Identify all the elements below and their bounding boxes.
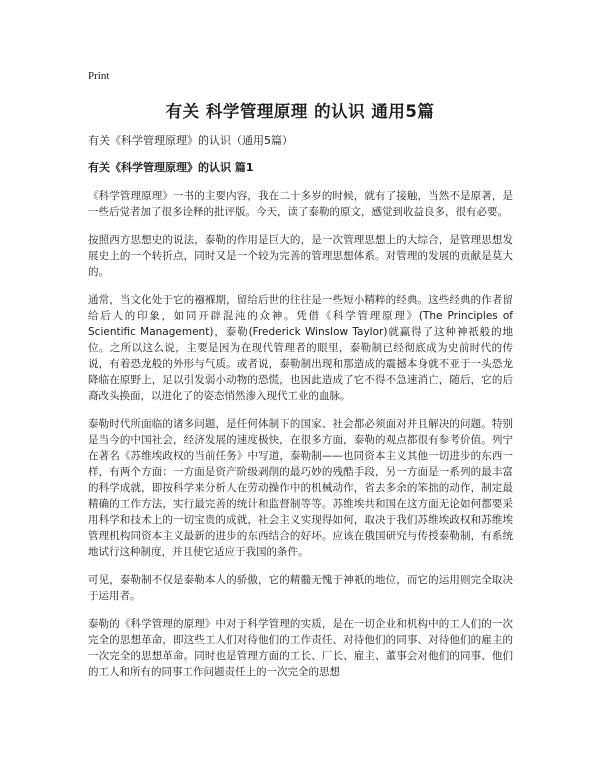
paragraph: 泰勒时代所面临的诸多问题，是任何体制下的国家、社会都必须面对并且解决的问题。特别是当今的中国社会，经济发展的速度极快，在很多方面，泰勒的观点都很有参考价值。列宁在著名《苏维埃政权的当前任务》中写道，泰勒制——也同资本主义其他一切进步的东西一样，有两个方面：一方面是资产阶级剥削的最巧妙的残酷手段，另一方面是一系列的最丰富的科学成就，即按科学来分析人在劳动操作中的机械动作，省去多余的笨拙的动作，制定最精确的工作方法，实行最完善的统计和监督制等等。苏维埃共和国在这方面无论如何都要采用科学和技术上的一切宝贵的成就，社会主义实现得如何，取决于我们苏维埃政权和苏维埃管理机构同资本主义最新的进步的东西结合的好坏。应该在俄国研究与传授泰勒制，有系统地试行这种制度，并且使它适应于我国的条件。 bbox=[88, 418, 513, 558]
paragraph: 《科学管理原理》一书的主要内容，我在二十多岁的时候，就有了接触，当然不是原著，是一些后觉者加了很多诠释的批评版。今天，读了泰勒的原文，感觉到收益良多，很有必要。 bbox=[88, 190, 513, 218]
paragraph: 按照西方思想史的说法，泰勒的作用是巨大的，是一次管理思想上的大综合，是管理思想发展史上的一个转折点，同时又是一个较为完善的管理思想体系。对管理的发展的贡献是莫大的。 bbox=[88, 234, 513, 278]
print-label: Print bbox=[88, 70, 110, 82]
document-body bbox=[88, 134, 513, 692]
document-title: 有关 科学管理原理 的认识 通用5篇 bbox=[165, 102, 435, 121]
paragraph: 通常，当文化处于它的襁褓期，留给后世的往往是一些短小精粹的经典。这些经典的作者留给后人的印象，如同开辟混沌的众神。凭借《科学管理原理》(The Principles of Scientific Management)，泰勒(Frederick Winslow Taylor)就赢得了这种神祇般的地位。之所以这么说，主要是因为在现代管理者的眼里，泰勒制已经彻底成为史前时代的传说，有着恐龙般的外形与气质。或者说，泰勒制出现和那造成的震撼本身就不亚于一头恐龙降临在原野上，足以引发弱小动物的恐慌，也因此造成了它不得不急速消亡，随后，它的后裔改头换面，以进化了的姿态悄然渗入现代工业的血脉。 bbox=[88, 294, 513, 402]
document-subtitle: 有关《科学管理原理》的认识（通用5篇） bbox=[88, 134, 293, 147]
paragraph: 可见，泰勒制不仅是泰勒本人的骄傲，它的精髓无愧于神祇的地位，而它的运用则完全取决于运用者。 bbox=[88, 574, 513, 602]
section-heading: 有关《科学管理原理》的认识 篇1 bbox=[88, 161, 254, 174]
paragraph: 泰勒的《科学管理的原理》中对于科学管理的实质，是在一切企业和机构中的工人们的一次完全的思想革命，即这些工人们对待他们的工作责任、对待他们的同事、对待他们的雇主的一次完全的思想革命。同时也是管理方面的工长、厂长、雇主、董事会对他们的同事、他们的工人和所有的同事工作问题责任上的一次完全的思想 bbox=[88, 618, 513, 678]
